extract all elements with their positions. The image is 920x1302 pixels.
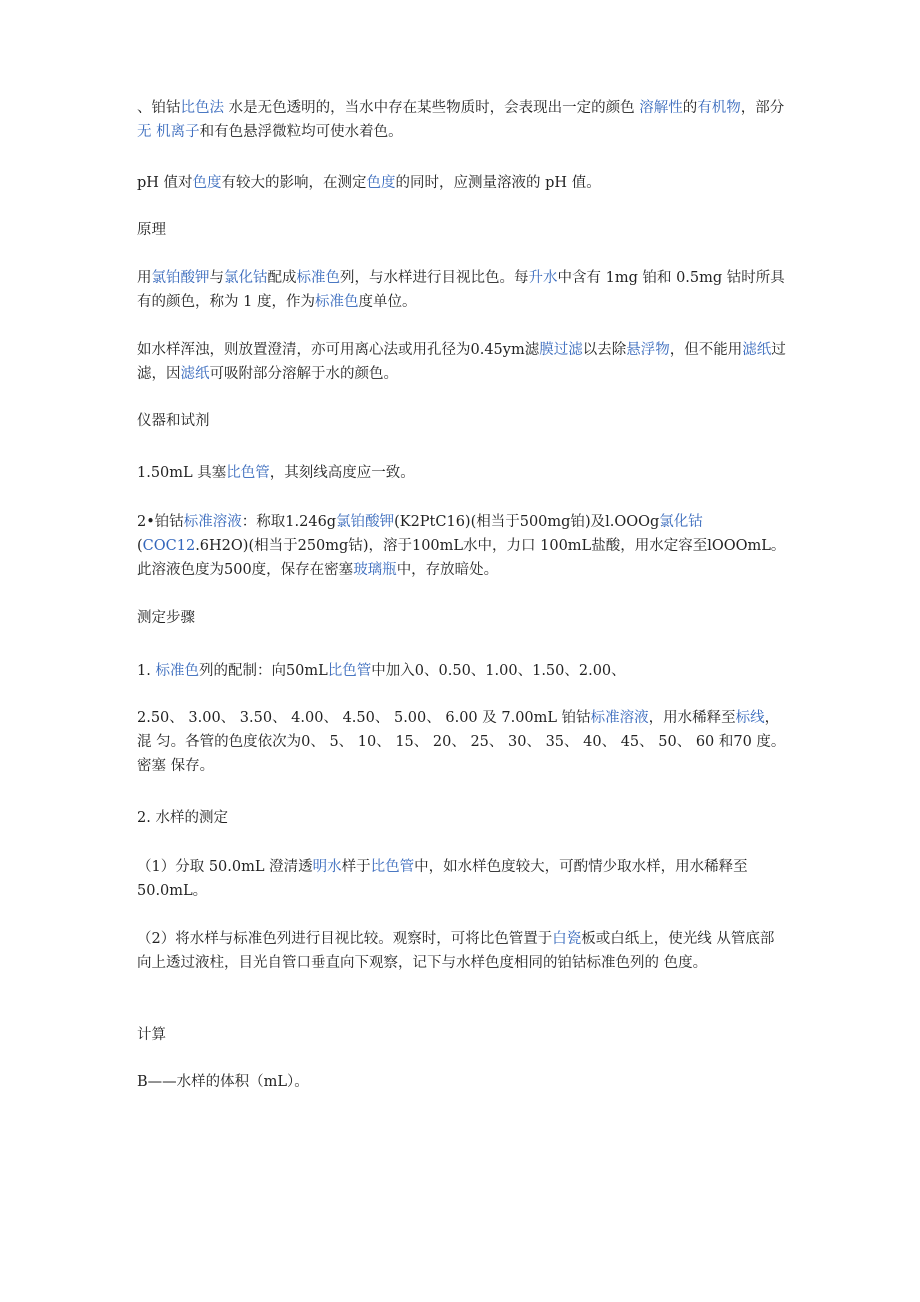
text-run: 2.50、 3.00、 3.50、 4.00、 4.50、 5.00、 6.00 及 7.00mL 铂钴 — [137, 710, 591, 726]
term-link[interactable]: 氯化钴 — [659, 514, 703, 530]
term-link[interactable]: 滤纸 — [742, 342, 772, 358]
text-run: 仪器和试剂 — [137, 413, 210, 429]
term-link[interactable]: 比色法 — [180, 100, 224, 116]
text-run: 用 — [137, 270, 152, 286]
text-run: (K2PtC16)(相当于500mg铂)及l.OOOg — [394, 514, 660, 530]
term-link[interactable]: 明水 — [312, 859, 342, 875]
term-link[interactable]: 白瓷 — [552, 931, 582, 947]
term-link[interactable]: 氯化钴 — [224, 270, 268, 286]
text-run: 和有色悬浮微粒均可使水着色。 — [199, 124, 403, 140]
text-run: B——水样的体积（mL）。 — [137, 1074, 309, 1090]
term-link[interactable]: 色度 — [366, 175, 396, 191]
text-run: 2•铂钴 — [137, 514, 184, 530]
term-link[interactable]: 悬浮物 — [626, 342, 670, 358]
text-run: 中加入0、0.50、1.00、1.50、2.00、 — [371, 663, 626, 679]
text-run: 的同时，应测量溶液的 pH 值。 — [395, 175, 601, 191]
term-link[interactable]: 溶解性 — [639, 100, 683, 116]
text-run: 中，如水样色度较大，可酌情少取水样，用水稀释至 50.0mL。 — [137, 859, 748, 899]
term-link[interactable]: 标准色 — [155, 663, 199, 679]
text-run: ( — [137, 538, 143, 554]
term-link[interactable]: COC12 — [142, 538, 196, 554]
text-run: .6H2O)(相当于250mg钴)，溶于100mL水中，力口 100mL盐酸，用水定容至lOOOmL。此溶液色度为500度，保存在密塞 — [137, 538, 786, 578]
heading-principle — [137, 218, 787, 242]
text-run: 有较大的影响，在测定 — [221, 175, 367, 191]
paragraph-turbidity — [137, 338, 787, 386]
heading-calculation — [137, 1023, 787, 1047]
text-run: 测定步骤 — [137, 610, 195, 626]
term-link[interactable]: 标线 — [735, 710, 765, 726]
term-link[interactable]: 滤纸 — [180, 366, 210, 382]
term-link[interactable]: 比色管 — [370, 859, 415, 875]
term-link[interactable]: 玻璃瓶 — [353, 562, 397, 578]
term-link[interactable]: 氯铂酸钾 — [151, 270, 210, 286]
text-run: 中含有 1mg 铂和 0.5mg 钴时所具有的颜色，称为 1 度，作为 — [137, 270, 785, 310]
text-run: ，用水稀释至 — [648, 710, 736, 726]
text-run: ，部分 — [740, 100, 785, 116]
text-run: 水是无色透明的，当水中存在某些物质时，会表现出一定的颜色 — [224, 100, 640, 116]
paragraph-step1-volumes — [137, 706, 787, 778]
text-run: 中，存放暗处。 — [396, 562, 499, 578]
text-run: 原理 — [137, 222, 166, 238]
paragraph-principle — [137, 266, 787, 314]
text-run: 配成 — [267, 270, 297, 286]
heading-sample-measure — [137, 806, 787, 830]
paragraph-step1 — [137, 659, 787, 683]
text-run: 可吸附部分溶解于水的颜色。 — [209, 366, 398, 382]
text-run: 2. 水样的测定 — [137, 810, 228, 826]
text-run: 如水样浑浊，则放置澄清，亦可用离心法或用孔径为0.45ym滤 — [137, 342, 540, 358]
text-run: 度单位。 — [358, 294, 417, 310]
text-run: 、铂钴 — [137, 100, 181, 116]
paragraph-standard-solution — [137, 510, 787, 582]
term-link[interactable]: 比色管 — [327, 663, 372, 679]
text-run: 列的配制：向50mL — [198, 663, 328, 679]
term-link[interactable]: 比色管 — [226, 465, 270, 481]
text-run: pH 值对 — [137, 175, 193, 191]
paragraph-sample-2 — [137, 927, 787, 975]
paragraph-ph-note — [137, 171, 787, 195]
text-run: （1）分取 50.0mL 澄清透 — [137, 859, 313, 875]
text-run: 1.50mL 具塞 — [137, 465, 227, 481]
text-run: 板或白纸上，使光线 从管底部向上透过液柱，目光自管口垂直向下观察，记下与水样色度相同的铂钴标准色列的 色度。 — [137, 931, 775, 971]
text-run: ：称取1.246g — [241, 514, 337, 530]
term-link[interactable]: 标准溶液 — [590, 710, 649, 726]
term-link[interactable]: 氯铂酸钾 — [336, 514, 395, 530]
term-link[interactable]: 色度 — [192, 175, 222, 191]
term-link[interactable]: 无 机离子 — [137, 124, 200, 140]
text-run: 的 — [682, 100, 698, 116]
term-link[interactable]: 有机物 — [697, 100, 741, 116]
term-link[interactable]: 标准色 — [296, 270, 340, 286]
paragraph-volume-def — [137, 1070, 787, 1094]
text-run: ，混 匀。各管的色度依次为0、 5、 10、 15、 20、 25、 30、 35、 40、 45、 50、 60 和70 度。密塞 保存。 — [137, 710, 786, 774]
heading-procedure — [137, 606, 787, 630]
term-link[interactable]: 膜过滤 — [539, 342, 583, 358]
paragraph-intro — [137, 96, 787, 144]
text-run: 以去除 — [582, 342, 627, 358]
heading-instruments — [137, 409, 787, 433]
term-link[interactable]: 标准溶液 — [183, 514, 242, 530]
text-run: 与 — [209, 270, 224, 286]
text-run: 过滤，因 — [137, 342, 786, 382]
text-run: 样于 — [341, 859, 371, 875]
paragraph-sample-1 — [137, 855, 787, 903]
text-run: 列，与水样进行目视比色。每 — [340, 270, 529, 286]
text-run: 1. — [137, 663, 156, 679]
text-run: ，但不能用 — [669, 342, 743, 358]
term-link[interactable]: 升水 — [528, 270, 558, 286]
term-link[interactable]: 标准色 — [314, 294, 359, 310]
text-run: ，其刻线高度应一致。 — [269, 465, 415, 481]
paragraph-tubes — [137, 461, 787, 485]
text-run: （2）将水样与标准色列进行目视比较。观察时，可将比色管置于 — [137, 931, 553, 947]
text-run: 计算 — [137, 1027, 166, 1043]
